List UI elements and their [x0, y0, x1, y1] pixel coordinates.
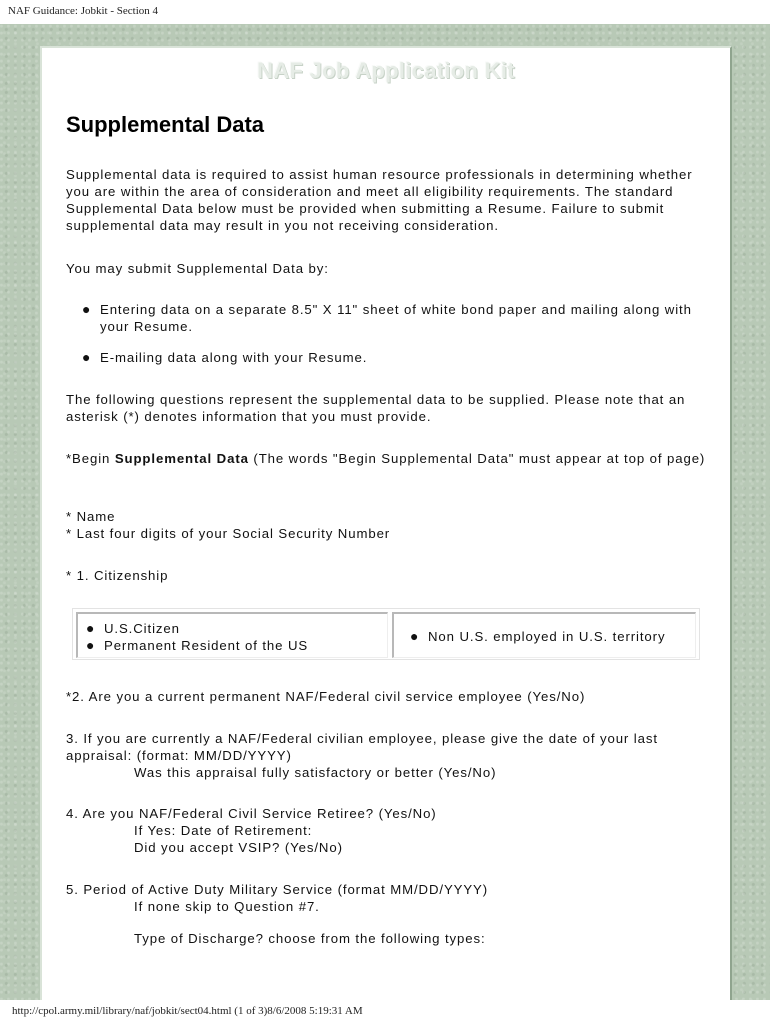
browser-page-title: NAF Guidance: Jobkit - Section 4	[0, 0, 770, 24]
bullet-icon: ●	[82, 301, 92, 317]
begin-instruction	[66, 450, 706, 467]
question-5-sub	[66, 898, 706, 915]
question-3: 3. If you are currently a NAF/Federal civilian employee, please give the date of your last appraisal: (format: MM/DD/YYYY)	[66, 731, 658, 763]
submit-option-email	[82, 349, 700, 366]
content-panel	[40, 46, 732, 1000]
submit-by-text: You may submit Supplemental Data by:	[66, 261, 329, 276]
question-4-sub-vsip-text: Did you accept VSIP? (Yes/No)	[134, 840, 343, 855]
question-4-sub-retirement	[66, 822, 706, 839]
question-4-sub-retirement-text: If Yes: Date of Retirement:	[134, 823, 313, 838]
question-5: 5. Period of Active Duty Military Service (format MM/DD/YYYY)	[66, 882, 489, 897]
citizenship-option	[410, 628, 693, 645]
begin-suffix: (The words "Begin Supplemental Data" must appear at top of page)	[248, 451, 706, 466]
question-5-discharge	[66, 930, 706, 947]
citizenship-option-text: Non U.S. employed in U.S. territory	[428, 629, 666, 644]
citizenship-cell-right	[392, 612, 696, 658]
question-3-sub-text: Was this appraisal fully satisfactory or better (Yes/No)	[134, 765, 497, 780]
bullet-icon: ●	[82, 349, 92, 365]
question-5-discharge-text: Type of Discharge? choose from the following types:	[134, 931, 486, 946]
citizenship-table	[72, 608, 700, 660]
citizenship-cell-left	[76, 612, 388, 658]
question-5-sub-text: If none skip to Question #7.	[134, 899, 320, 914]
begin-bold: Supplemental Data	[114, 451, 249, 466]
following-note: The following questions represent the supplemental data to be supplied. Please note that an asterisk (*) denotes information that you must provide.	[66, 392, 686, 424]
question-2: *2. Are you a current permanent NAF/Federal civil service employee (Yes/No)	[66, 689, 586, 704]
citizenship-label: * 1. Citizenship	[66, 568, 169, 583]
citizenship-option-text: U.S.Citizen	[104, 621, 180, 636]
question-3-sub	[66, 764, 706, 781]
bullet-icon: ●	[410, 628, 420, 644]
bullet-icon: ●	[86, 620, 96, 636]
intro-paragraph: Supplemental data is required to assist human resource professionals in determining whether you are within the area of consideration and meet all eligibility requirements. The standard Supplemental Data below must be provided when submitting a Resume. Failure to submit supplemental data may result in you not receiving consideration.	[66, 167, 693, 233]
question-4-sub-vsip	[66, 839, 706, 856]
citizenship-option	[86, 637, 384, 654]
question-4: 4. Are you NAF/Federal Civil Service Retiree? (Yes/No)	[66, 806, 437, 821]
bullet-icon: ●	[86, 637, 96, 653]
citizenship-option-text: Permanent Resident of the US	[104, 638, 309, 653]
kit-banner: NAF Job Application Kit	[257, 58, 515, 83]
name-line: * Name	[66, 509, 116, 524]
begin-prefix: *Begin	[66, 451, 115, 466]
section-title: Supplemental Data	[66, 112, 265, 137]
ssn-line: * Last four digits of your Social Security Number	[66, 526, 391, 541]
browser-page-footer: http://cpol.army.mil/library/naf/jobkit/sect04.html (1 of 3)8/6/2008 5:19:31 AM	[0, 1000, 770, 1024]
submit-option-text: E-mailing data along with your Resume.	[100, 350, 368, 365]
submit-option-text: Entering data on a separate 8.5" X 11" sheet of white bond paper and mailing along with your Resume.	[100, 302, 692, 334]
citizenship-option	[86, 620, 384, 637]
submit-option-mail	[82, 301, 700, 335]
